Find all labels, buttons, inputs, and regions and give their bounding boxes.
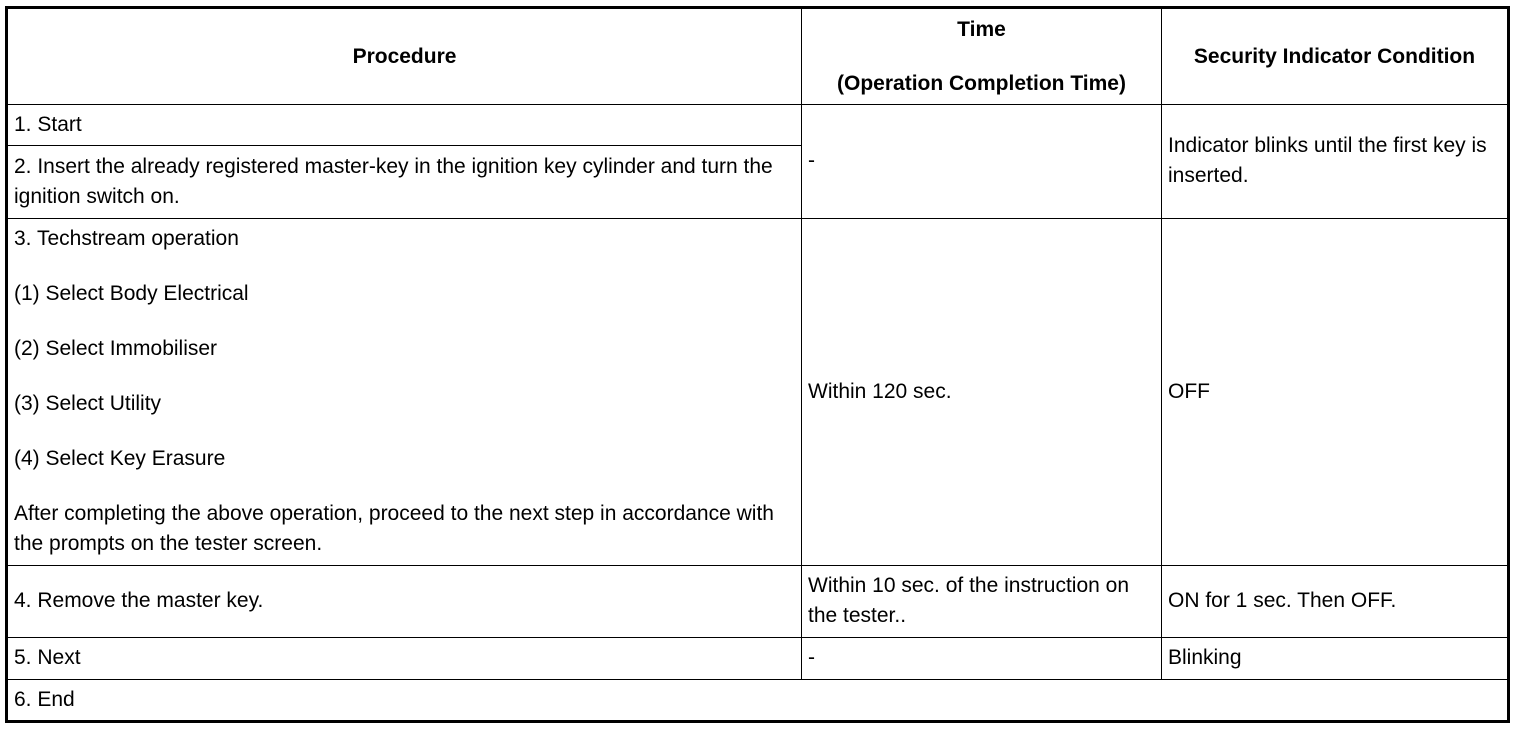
cell-indicator-step-5: Blinking bbox=[1162, 637, 1509, 679]
header-indicator: Security Indicator Condition bbox=[1162, 8, 1509, 105]
cell-indicator-step-4: ON for 1 sec. Then OFF. bbox=[1162, 565, 1509, 637]
cell-procedure-step-4: 4. Remove the master key. bbox=[7, 565, 802, 637]
cell-indicator-step-3: OFF bbox=[1162, 218, 1509, 565]
header-row bbox=[7, 8, 1509, 105]
step-3-substep-2: (2) Select Immobiliser bbox=[14, 337, 218, 361]
cell-indicator-steps-1-2: Indicator blinks until the first key is inserted. bbox=[1162, 105, 1509, 218]
cell-procedure-step-6: 6. End bbox=[7, 679, 1509, 721]
table-row-step-5 bbox=[7, 637, 1509, 679]
header-time-subtitle: (Operation Completion Time) bbox=[837, 71, 1126, 95]
table-row-step-6 bbox=[7, 679, 1509, 721]
header-procedure: Procedure bbox=[7, 8, 802, 105]
cell-procedure-step-5: 5. Next bbox=[7, 637, 802, 679]
step-3-substep-4: (4) Select Key Erasure bbox=[14, 447, 226, 471]
procedure-table bbox=[5, 6, 1510, 723]
step-3-note: After completing the above operation, proceed to the next step in accordance with the prompts on the tester screen. bbox=[14, 502, 774, 556]
header-time bbox=[802, 8, 1162, 105]
cell-procedure-step-2: 2. Insert the already registered master-key in the ignition key cylinder and turn the ignition switch on. bbox=[7, 146, 802, 218]
cell-time-step-3: Within 120 sec. bbox=[802, 218, 1162, 565]
step-3-title: 3. Techstream operation bbox=[14, 227, 239, 251]
table-row-step-4 bbox=[7, 565, 1509, 637]
cell-time-steps-1-2: - bbox=[802, 105, 1162, 218]
header-time-title: Time bbox=[957, 17, 1006, 41]
cell-time-step-4: Within 10 sec. of the instruction on the tester.. bbox=[802, 565, 1162, 637]
step-3-substep-1: (1) Select Body Electrical bbox=[14, 282, 249, 306]
table-row-step-3 bbox=[7, 218, 1509, 565]
step-3-substep-3: (3) Select Utility bbox=[14, 392, 162, 416]
table-row-step-1 bbox=[7, 105, 1509, 146]
cell-time-step-5: - bbox=[802, 637, 1162, 679]
cell-procedure-step-3 bbox=[7, 218, 802, 565]
cell-procedure-step-1: 1. Start bbox=[7, 105, 802, 146]
